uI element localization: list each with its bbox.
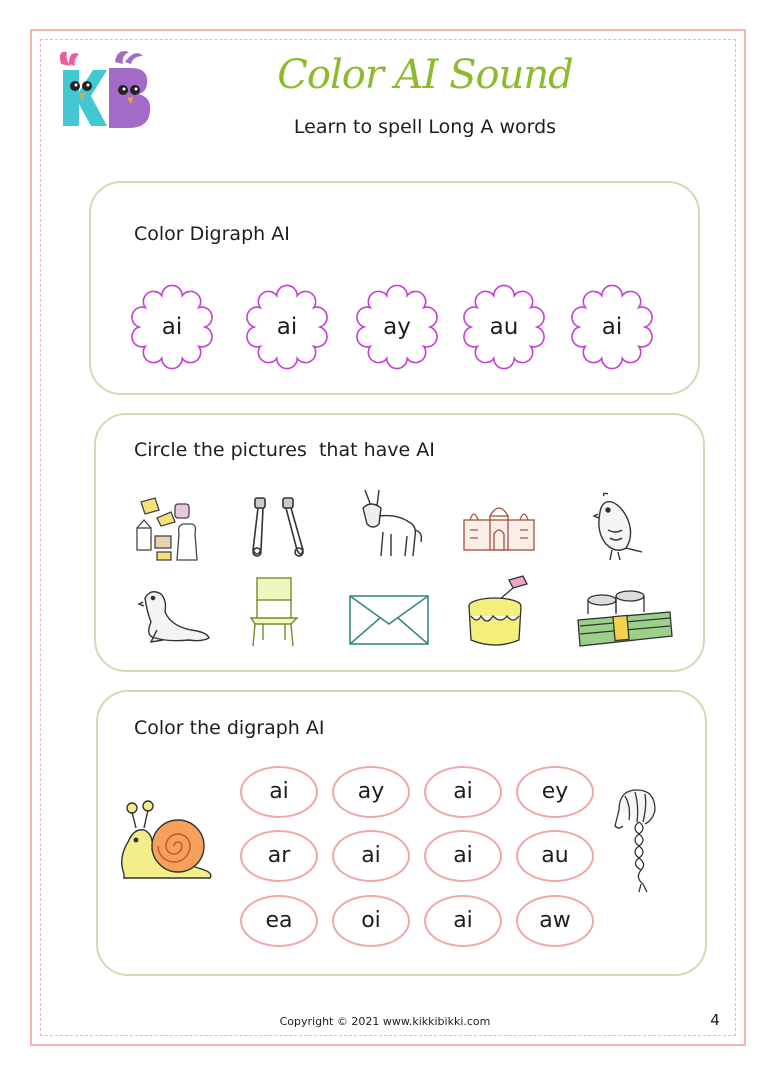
- digraph-oval[interactable]: ai: [424, 830, 502, 882]
- cloud-letter-text: ai: [276, 314, 298, 340]
- dairy-products-icon[interactable]: [131, 494, 213, 564]
- paint-pail-icon[interactable]: [463, 574, 545, 644]
- section2-title: Circle the pictures that have AI: [134, 439, 435, 461]
- page-number: 4: [710, 1011, 720, 1029]
- digraph-oval[interactable]: ey: [516, 766, 594, 818]
- cloud-letter[interactable]: [354, 284, 440, 370]
- kb-logo: [55, 48, 155, 130]
- digraph-oval[interactable]: ay: [332, 766, 410, 818]
- cloud-letter[interactable]: [569, 284, 655, 370]
- digraph-oval[interactable]: aw: [516, 895, 594, 947]
- envelope-icon[interactable]: [346, 592, 428, 662]
- section1-title: Color Digraph AI: [134, 223, 290, 245]
- safety-pins-icon[interactable]: [241, 494, 323, 564]
- digraph-oval[interactable]: oi: [332, 895, 410, 947]
- cloud-letter[interactable]: [129, 284, 215, 370]
- donkey-icon[interactable]: [351, 486, 433, 556]
- braid-icon[interactable]: [609, 786, 665, 896]
- money-icon[interactable]: [574, 586, 656, 656]
- copyright-text: Copyright © 2021 www.kikkibikki.com: [279, 1015, 491, 1028]
- cloud-letter[interactable]: [244, 284, 330, 370]
- digraph-oval[interactable]: ea: [240, 895, 318, 947]
- seal-icon[interactable]: [131, 584, 213, 654]
- snail-icon[interactable]: [114, 798, 220, 882]
- digraph-oval[interactable]: ai: [424, 766, 502, 818]
- cloud-letter[interactable]: [461, 284, 547, 370]
- digraph-oval[interactable]: ai: [240, 766, 318, 818]
- page-subtitle: Learn to spell Long A words: [293, 116, 557, 138]
- quail-icon[interactable]: [582, 490, 664, 560]
- cloud-letter-text: ai: [161, 314, 183, 340]
- digraph-oval[interactable]: ar: [240, 830, 318, 882]
- palace-icon[interactable]: [458, 496, 540, 566]
- chair-icon[interactable]: [241, 574, 323, 644]
- cloud-letter-text: ai: [601, 314, 623, 340]
- digraph-oval[interactable]: ai: [332, 830, 410, 882]
- cloud-letter-text: au: [489, 314, 519, 340]
- digraph-oval[interactable]: ai: [424, 895, 502, 947]
- page-title: Color AI Sound: [277, 52, 573, 98]
- section3-title: Color the digraph AI: [134, 717, 325, 739]
- digraph-oval[interactable]: au: [516, 830, 594, 882]
- cloud-letter-text: ay: [383, 314, 411, 340]
